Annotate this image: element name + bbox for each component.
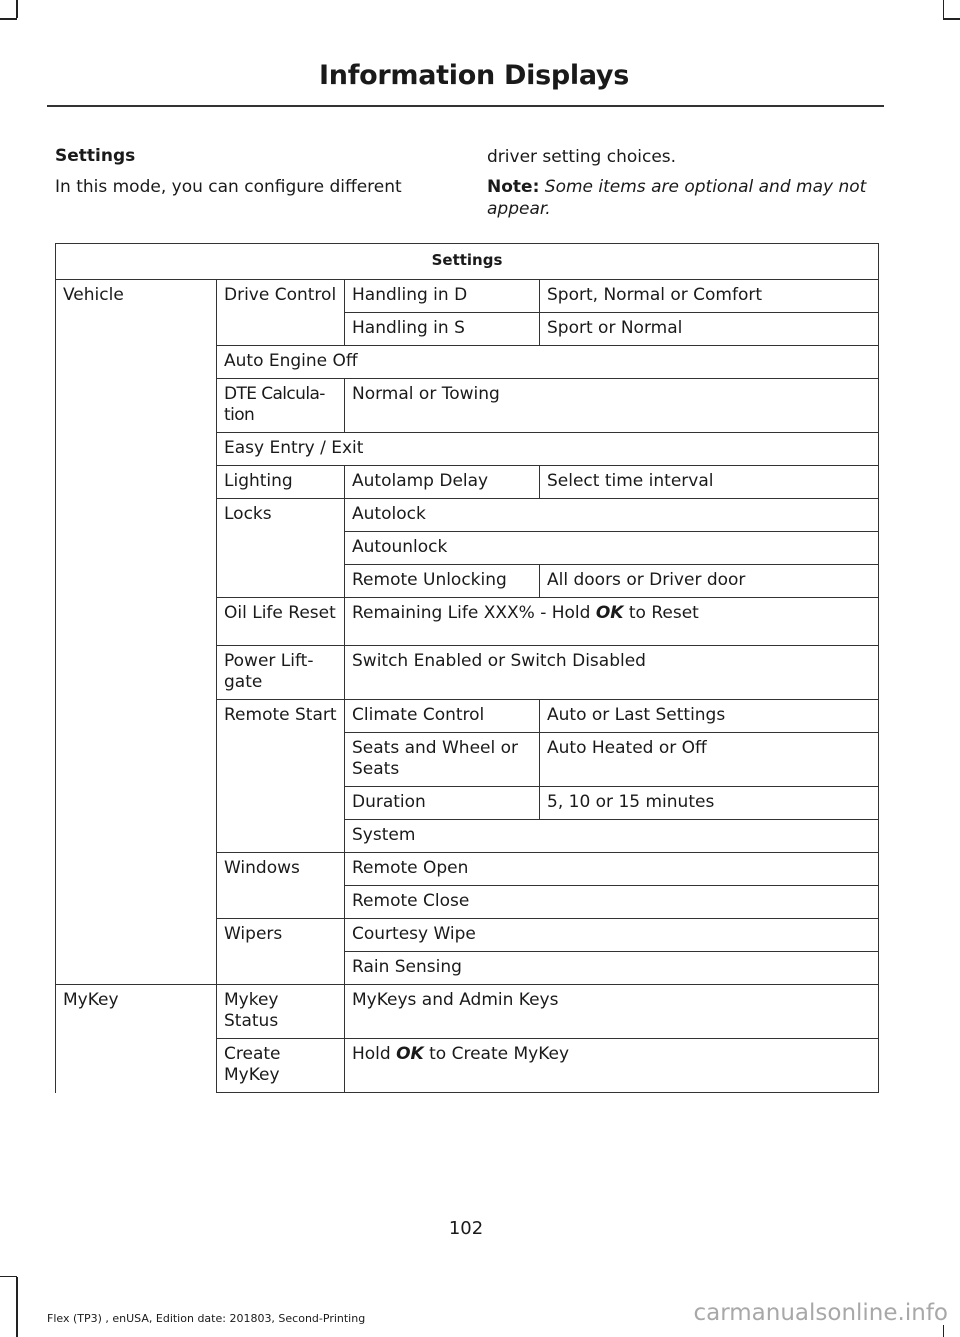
- crop-mark: [16, 0, 18, 18]
- watermark: carmanualsonline.info: [693, 1300, 948, 1326]
- option-duration: 5, 10 or 15 minutes: [540, 787, 879, 820]
- item-auto-engine-off: Auto Engine Off: [217, 346, 879, 379]
- page-title: Information Displays: [319, 60, 629, 91]
- group-create-mykey: Create MyKey: [217, 1039, 345, 1093]
- item-handling-s: Handling in S: [345, 313, 540, 346]
- crop-mark: [0, 18, 17, 20]
- item-remote-open: Remote Open: [345, 853, 879, 886]
- ok-key: OK: [595, 603, 624, 623]
- item-system: System: [345, 820, 879, 853]
- option-seats: Auto Heated or Off: [540, 733, 879, 787]
- group-mykey-status: Mykey Status: [217, 985, 345, 1039]
- group-remote-start: Remote Start: [217, 700, 345, 853]
- item-remote-unlocking: Remote Unlocking: [345, 565, 540, 598]
- group-wipers: Wipers: [217, 919, 345, 985]
- crop-mark: [16, 1277, 18, 1337]
- page-number: 102: [448, 1218, 484, 1239]
- section-heading: Settings: [55, 146, 136, 166]
- note-label: Note:: [487, 177, 540, 197]
- group-drive-control: Drive Control: [217, 280, 345, 346]
- option-autolamp: Select time interval: [540, 466, 879, 499]
- group-lighting: Lighting: [217, 466, 345, 499]
- settings-table: [55, 243, 879, 1093]
- intro-left-column: [55, 146, 455, 206]
- intro-text-continued: driver setting choices.: [487, 147, 677, 167]
- option-handling-s: Sport or Normal: [540, 313, 879, 346]
- item-courtesy-wipe: Courtesy Wipe: [345, 919, 879, 952]
- category-mykey: MyKey: [56, 985, 217, 1093]
- option-remote-unlocking: All doors or Driver door: [540, 565, 879, 598]
- option-oil-life: [345, 598, 879, 646]
- option-mykey-status: MyKeys and Admin Keys: [345, 985, 879, 1039]
- edition-footer: Flex (TP3) , enUSA, Edition date: 201803, Second-Printing: [47, 1312, 366, 1325]
- item-remote-close: Remote Close: [345, 886, 879, 919]
- item-easy-entry: Easy Entry / Exit: [217, 433, 879, 466]
- create-text-pre: Hold: [352, 1044, 391, 1064]
- oil-text-post: to Reset: [628, 603, 699, 623]
- ok-key: OK: [396, 1044, 424, 1064]
- item-autounlock: Autounlock: [345, 532, 879, 565]
- group-oil-life-reset: Oil Life Reset: [217, 598, 345, 646]
- crop-mark: [943, 18, 960, 20]
- item-seats-wheel: Seats and Wheel or Seats: [345, 733, 540, 787]
- table-caption: Settings: [56, 244, 879, 280]
- item-duration: Duration: [345, 787, 540, 820]
- oil-text-pre: Remaining Life XXX% - Hold: [352, 603, 591, 623]
- option-liftgate: Switch Enabled or Switch Disabled: [345, 646, 879, 700]
- crop-mark: [943, 1325, 945, 1337]
- group-locks: Locks: [217, 499, 345, 598]
- group-dte-calculation: DTE Calcula- tion: [217, 379, 345, 433]
- option-climate: Auto or Last Settings: [540, 700, 879, 733]
- category-vehicle: Vehicle: [56, 280, 217, 985]
- item-autolamp-delay: Autolamp Delay: [345, 466, 540, 499]
- crop-mark: [0, 1276, 17, 1278]
- group-power-liftgate: Power Lift- gate: [217, 646, 345, 700]
- item-handling-d: Handling in D: [345, 280, 540, 313]
- note: [487, 176, 887, 220]
- create-text-post: to Create MyKey: [429, 1044, 570, 1064]
- header-divider: [47, 105, 884, 107]
- item-autolock: Autolock: [345, 499, 879, 532]
- crop-mark: [943, 0, 945, 18]
- option-create-mykey: [345, 1039, 879, 1093]
- item-rain-sensing: Rain Sensing: [345, 952, 879, 985]
- intro-right-column: [487, 146, 887, 228]
- group-windows: Windows: [217, 853, 345, 919]
- note-text: Some items are optional and may not appear.: [487, 177, 867, 219]
- intro-text: In this mode, you can configure different: [55, 177, 402, 197]
- option-handling-d: Sport, Normal or Comfort: [540, 280, 879, 313]
- option-dte: Normal or Towing: [345, 379, 879, 433]
- item-climate-control: Climate Control: [345, 700, 540, 733]
